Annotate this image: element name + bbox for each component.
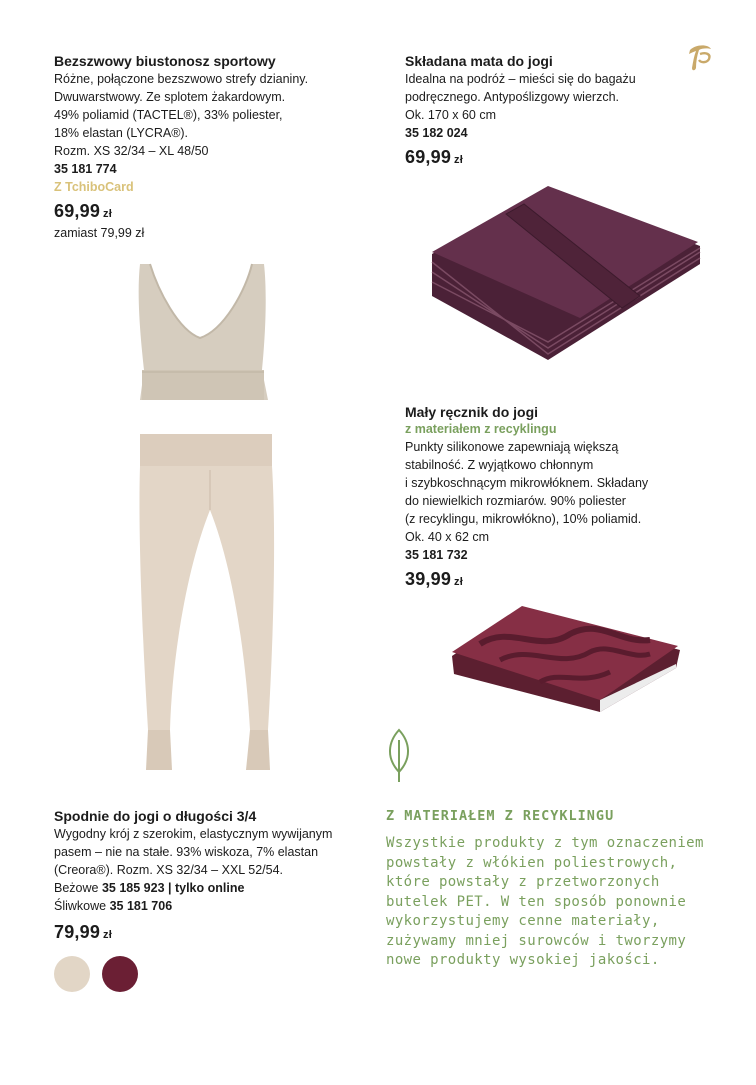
product-description: Idealna na podróż – mieści się do bagażu podręcznego. Antypoślizgowy wierzch. Ok. 170 x 60 cm	[405, 72, 636, 122]
price: 79,99 zł	[54, 922, 113, 942]
swatch-plum[interactable]	[102, 956, 138, 992]
product-description: Wygodny krój z szerokim, elastycznym wywijanym pasem – nie na stałe. 93% wiskoza, 7% elastan (Creora®). Rozm. XS 32/34 – XXL 52/54.	[54, 827, 333, 877]
yoga-mat-image	[428, 184, 704, 364]
product-title: Spodnie do jogi o długości 3/4	[54, 808, 257, 824]
recycling-body: Wszystkie produkty z tym oznaczeniem powstały z włókien poliestrowych, które powstały z przetworzonych butelek PET. W ten sposób ponownie wykorzystujemy cenne materiały, zużywamy mniej surowców i tworzymy nowe produkty wysokiej jakości.	[386, 835, 704, 968]
pants-image	[134, 430, 284, 780]
product-title: Mały ręcznik do jogi	[405, 404, 539, 420]
old-price: zamiast 79,99 zł	[54, 226, 145, 240]
product-title: Składana mata do jogi	[405, 53, 553, 69]
product-pants	[54, 807, 374, 997]
price: 69,99 zł	[405, 147, 464, 167]
article-number: 35 181 774	[54, 162, 117, 176]
price: 69,99 zł	[54, 201, 113, 221]
product-towel	[405, 403, 725, 593]
product-bra	[54, 52, 374, 241]
recycled-subtitle: z materiałem z recyklingu	[405, 422, 557, 436]
product-description: Punkty silikonowe zapewniają większą stabilność. Z wyjątkowo chłonnym i szybkoschnącym mikrowłóknem. Składany do niewielkich rozmiarów. 90% poliester (z recyklingu, mikrowłókno), 10% poliamid. Ok. 40 x 62 cm	[405, 440, 649, 544]
bra-image	[128, 260, 278, 410]
product-title: Bezszwowy biustonosz sportowy	[54, 53, 276, 69]
variant-plum: Śliwkowe 35 181 706	[54, 899, 173, 913]
article-number: 35 182 024	[405, 126, 468, 140]
variant-beige: Beżowe 35 185 923 | tylko online	[54, 881, 245, 895]
yoga-towel-image	[450, 604, 684, 716]
swatch-beige[interactable]	[54, 956, 90, 992]
article-number: 35 181 732	[405, 548, 468, 562]
product-description: Różne, połączone bezszwowo strefy dzianiny. Dwuwarstwowy. Ze splotem żakardowym. 49% poliamid (TACTEL®), 33% poliester, 18% elastan (LYCRA®). Rozm. XS 32/34 – XL 48/50	[54, 72, 309, 158]
tchibocard-badge: Z TchiboCard	[54, 180, 134, 194]
leaf-icon	[384, 728, 414, 784]
color-swatches	[54, 956, 374, 997]
product-mat	[405, 52, 725, 171]
recycling-heading: Z MATERIAŁEM Z RECYKLINGU	[386, 808, 615, 824]
price: 39,99 zł	[405, 569, 464, 589]
recycling-info	[386, 808, 746, 971]
